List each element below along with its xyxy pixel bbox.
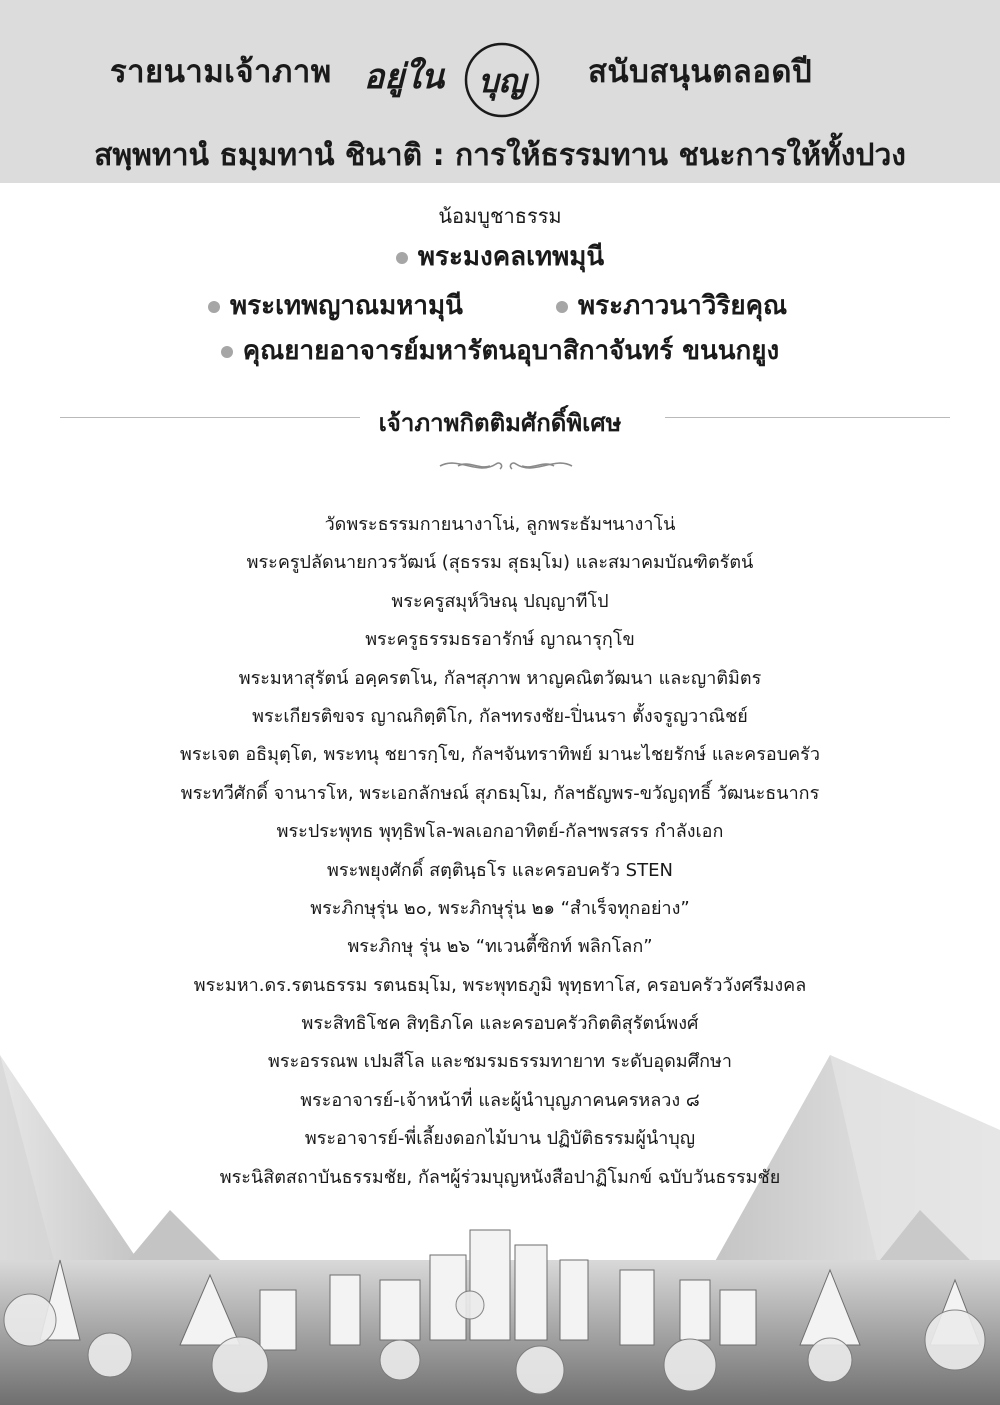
- sponsor-item: พระนิสิตสถาบันธรรมชัย, กัลฯผู้ร่วมบุญหนังสือปาฏิโมกข์ ฉบับวันธรรมชัย: [219, 1166, 781, 1188]
- sponsor-list: [0, 508, 1000, 1199]
- honoree-name: คุณยายอาจารย์มหารัตนอุบาสิกาจันทร์ ขนนกยูง: [242, 336, 780, 366]
- honoree-name: พระเทพญาณมหามุนี: [230, 291, 463, 321]
- sponsor-item: พระพยุงศักดิ์ สตฺตินฺธโร และครอบครัว STEN: [327, 859, 673, 881]
- sponsor-item: พระเจต อธิมุตฺโต, พระทนุ ชยารกฺโข, กัลฯจันทราทิพย์ มานะไชยรักษ์ และครอบครัว: [180, 744, 820, 766]
- bullet-icon: [208, 301, 220, 313]
- divider-right: [665, 417, 950, 418]
- sponsor-item: พระอาจารย์-เจ้าหน้าที่ และผู้นำบุญภาคนครหลวง ๘: [300, 1089, 700, 1111]
- dedication-label: น้อมบูชาธรรม: [438, 204, 562, 228]
- sponsor-item: พระประพุทธ พุทฺธิพโล-พลเอกอาทิตย์-กัลฯพรสรร กำลังเอก: [276, 821, 724, 843]
- sponsor-item: พระทวีศักดิ์ จานารโห, พระเอกลักษณ์ สุภธมฺโม, กัลฯธัญพร-ขวัญฤทธิ์ วัฒนะธนากร: [180, 782, 820, 804]
- header-band: [0, 0, 1000, 183]
- bullet-icon: [556, 301, 568, 313]
- sponsor-item: พระครูสมุห์วิษณุ ปญฺญาทีโป: [391, 590, 609, 612]
- honoree-row-2-right: [556, 285, 787, 326]
- honoree-row-1: [0, 236, 1000, 277]
- header-title-right: สนับสนุนตลอดปี: [588, 54, 813, 90]
- logo-text-1: อยู่ใน: [363, 57, 445, 97]
- honoree-row-2-left: [208, 285, 463, 326]
- special-section-title: เจ้าภาพกิตติมศักดิ์พิเศษ: [378, 409, 622, 437]
- header-title-left: รายนามเจ้าภาพ: [110, 54, 332, 90]
- sponsor-item: วัดพระธรรมกายนางาโน่, ลูกพระธัมฯนางาโน่: [324, 514, 676, 535]
- honoree-name: พระมงคลเทพมุนี: [417, 242, 605, 272]
- header-title-row: [0, 40, 1000, 100]
- bullet-icon: [396, 252, 408, 264]
- sponsor-item: พระมหาสุรัตน์ อคฺครตโน, กัลฯสุภาพ หาญคณิตวัฒนา และญาติมิตร: [238, 667, 762, 689]
- ayunaiboon-logo: [352, 40, 582, 118]
- honoree-row-3: [0, 330, 1000, 371]
- sponsor-item: พระสิทธิโชค สิทฺธิภโค และครอบครัวกิตติสุรัตน์พงศ์: [301, 1013, 699, 1035]
- sponsor-item: พระภิกษุรุ่น ๒๐, พระภิกษุรุ่น ๒๑ “สำเร็จทุกอย่าง”: [310, 897, 690, 919]
- sponsor-item: พระภิกษุ รุ่น ๒๖ “ทเวนตี้ซิกท์ พลิกโลก”: [347, 936, 653, 958]
- logo-text-2: บุญ: [478, 62, 526, 100]
- sponsor-item: พระครูปลัดนายกวรวัฒน์ (สุธรรม สุธมฺโม) และสมาคมบัณฑิตรัตน์: [246, 552, 754, 574]
- sponsor-item: พระอาจารย์-พี่เลี้ยงดอกไม้บาน ปฏิบัติธรรมผู้นำบุญ: [304, 1128, 696, 1150]
- header-motto: สพฺพทานํ ธมฺมทานํ ชินาติ : การให้ธรรมทาน ชนะการให้ทั้งปวง: [94, 138, 906, 173]
- sponsor-item: พระมหา.ดร.รตนธรรม รตนธมฺโม, พระพุทธภูมิ พุทฺธทาโส, ครอบครัววังศรีมงคล: [193, 974, 807, 996]
- sponsor-item: พระเกียรติขจร ญาณกิตฺติโก, กัลฯทรงชัย-ปิ่นนรา ตั้งจรูญวาณิชย์: [252, 705, 748, 727]
- bullet-icon: [221, 346, 233, 358]
- flourish-ornament-icon: [438, 454, 574, 478]
- sponsor-item: พระครูธรรมธรอารักษ์ ญาณารุกฺโข: [365, 629, 635, 651]
- sponsor-item: พระอรรณพ เปมสีโล และชมรมธรรมทายาท ระดับอุดมศึกษา: [268, 1051, 732, 1073]
- honoree-name: พระภาวนาวิริยคุณ: [578, 291, 788, 321]
